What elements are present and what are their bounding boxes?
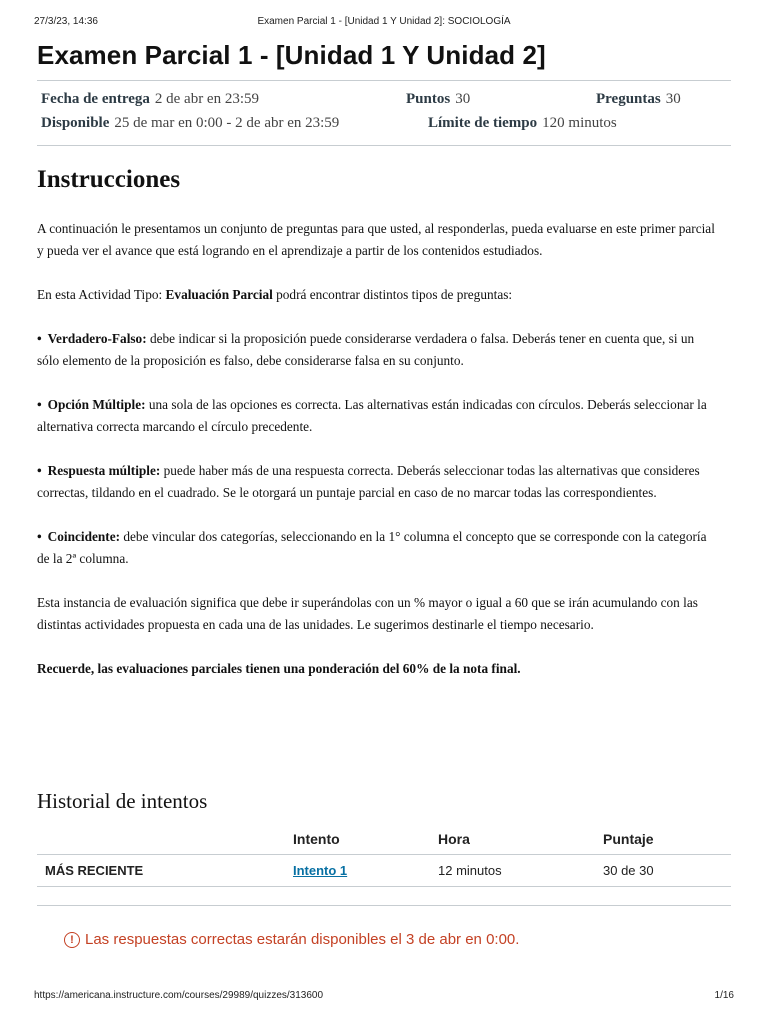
points — [406, 91, 470, 108]
activity-type-paragraph — [37, 284, 717, 306]
points-value: 30 — [455, 91, 471, 107]
question-type-description: debe indicar si la proposición puede considerarse verdadera o falsa. Deberás tener en cuenta que, si un sólo elemento de la proposición es falso, debe considerarse falsa en su conjunto. — [37, 331, 695, 368]
column-header-time: Hora — [430, 824, 595, 855]
questions — [596, 91, 681, 108]
print-header — [34, 16, 734, 30]
print-footer — [34, 990, 734, 1004]
instructions-closing: Esta instancia de evaluación significa que debe ir superándolas con un % mayor o igual a 60 que se irán acumulando con las distintas actividades propuesta en cada una de las unidades. Le sugerimos destinarle el tiempo necesario. — [37, 595, 698, 632]
time-limit-label: Límite de tiempo — [428, 115, 538, 131]
availability-value: 25 de mar en 0:00 - 2 de abr en 23:59 — [114, 115, 340, 131]
attempt-cell — [285, 855, 430, 887]
questions-value: 30 — [665, 91, 681, 107]
divider-top — [37, 80, 731, 81]
instructions-reminder — [37, 658, 717, 680]
question-type-term: Respuesta múltiple: — [47, 463, 161, 478]
column-header-attempt: Intento — [285, 824, 430, 855]
activity-prefix: En esta Actividad Tipo: — [37, 287, 166, 302]
warning-circle-icon: ! — [64, 932, 80, 948]
attempt-link[interactable]: Intento 1 — [293, 863, 348, 878]
activity-type: Evaluación Parcial — [165, 287, 273, 302]
instructions-heading: Instrucciones — [37, 166, 181, 193]
notice-text: Las respuestas correctas estarán disponibles el 3 de abr en 0:00. — [85, 931, 520, 948]
question-type-term: Verdadero-Falso: — [47, 331, 147, 346]
points-label: Puntos — [406, 91, 451, 107]
print-url: https://americana.instructure.com/courses/29989/quizzes/313600 — [34, 990, 324, 1001]
activity-suffix: podrá encontrar distintos tipos de preguntas: — [272, 287, 513, 302]
print-page-title: Examen Parcial 1 - [Unidad 1 Y Unidad 2]: SOCIOLOGÍA — [257, 16, 511, 27]
table-row — [37, 855, 731, 887]
question-type-description: debe vincular dos categorías, seleccionando en la 1° columna el concepto que se corresponde con la categoría de la 2ª columna. — [37, 529, 707, 566]
page-title: Examen Parcial 1 - [Unidad 1 Y Unidad 2] — [37, 40, 546, 70]
bullet: • — [37, 397, 42, 412]
question-type-description: puede haber más de una respuesta correcta. Deberás seleccionar todas las alternativas que consideres correctas, tildando en el cuadrado. Se le otorgará un puntaje parcial en caso de no marcar todas las correspondientes. — [37, 463, 700, 500]
attempt-history-heading: Historial de intentos — [37, 789, 208, 813]
reminder-text: Recuerde, las evaluaciones parciales tienen una ponderación del 60% de la nota final. — [37, 661, 521, 676]
divider-notice — [37, 905, 731, 906]
question-type-multiple-answer — [37, 460, 717, 504]
attempt-score: 30 de 30 — [595, 855, 731, 887]
instructions-intro: A continuación le presentamos un conjunto de preguntas para que usted, al responderlas, pueda evaluarse en este primer parcial y pueda ver el avance que está logrando en el aprendizaje a partir de los contenidos estudiados. — [37, 221, 715, 258]
attempt-history-table — [37, 824, 731, 887]
bullet: • — [37, 529, 42, 544]
availability-label: Disponible — [41, 115, 110, 131]
instructions-body — [37, 218, 717, 702]
due-date-label: Fecha de entrega — [41, 91, 150, 107]
column-header-score: Puntaje — [595, 824, 731, 855]
print-page-number: 1/16 — [714, 990, 734, 1001]
questions-label: Preguntas — [596, 91, 661, 107]
question-type-description: una sola de las opciones es correcta. Las alternativas están indicadas con círculos. Deberás seleccionar la alternativa correcta marcando el círculo precedente. — [37, 397, 707, 434]
print-datetime: 27/3/23, 14:36 — [34, 16, 98, 27]
time-limit-value: 120 minutos — [542, 115, 617, 131]
question-type-true-false — [37, 328, 717, 372]
question-type-multiple-choice — [37, 394, 717, 438]
due-date-value: 2 de abr en 23:59 — [154, 91, 260, 107]
question-type-matching — [37, 526, 717, 570]
availability — [41, 115, 339, 132]
answers-availability-notice — [64, 931, 519, 948]
question-type-term: Coincidente: — [47, 529, 121, 544]
bullet: • — [37, 331, 42, 346]
table-header-row — [37, 824, 731, 855]
attempt-row-label: MÁS RECIENTE — [37, 855, 285, 887]
attempt-time: 12 minutos — [430, 855, 595, 887]
column-header-label — [37, 824, 285, 855]
question-type-term: Opción Múltiple: — [47, 397, 146, 412]
due-date — [41, 91, 259, 108]
divider-details — [37, 145, 731, 146]
bullet: • — [37, 463, 42, 478]
time-limit — [428, 115, 617, 132]
